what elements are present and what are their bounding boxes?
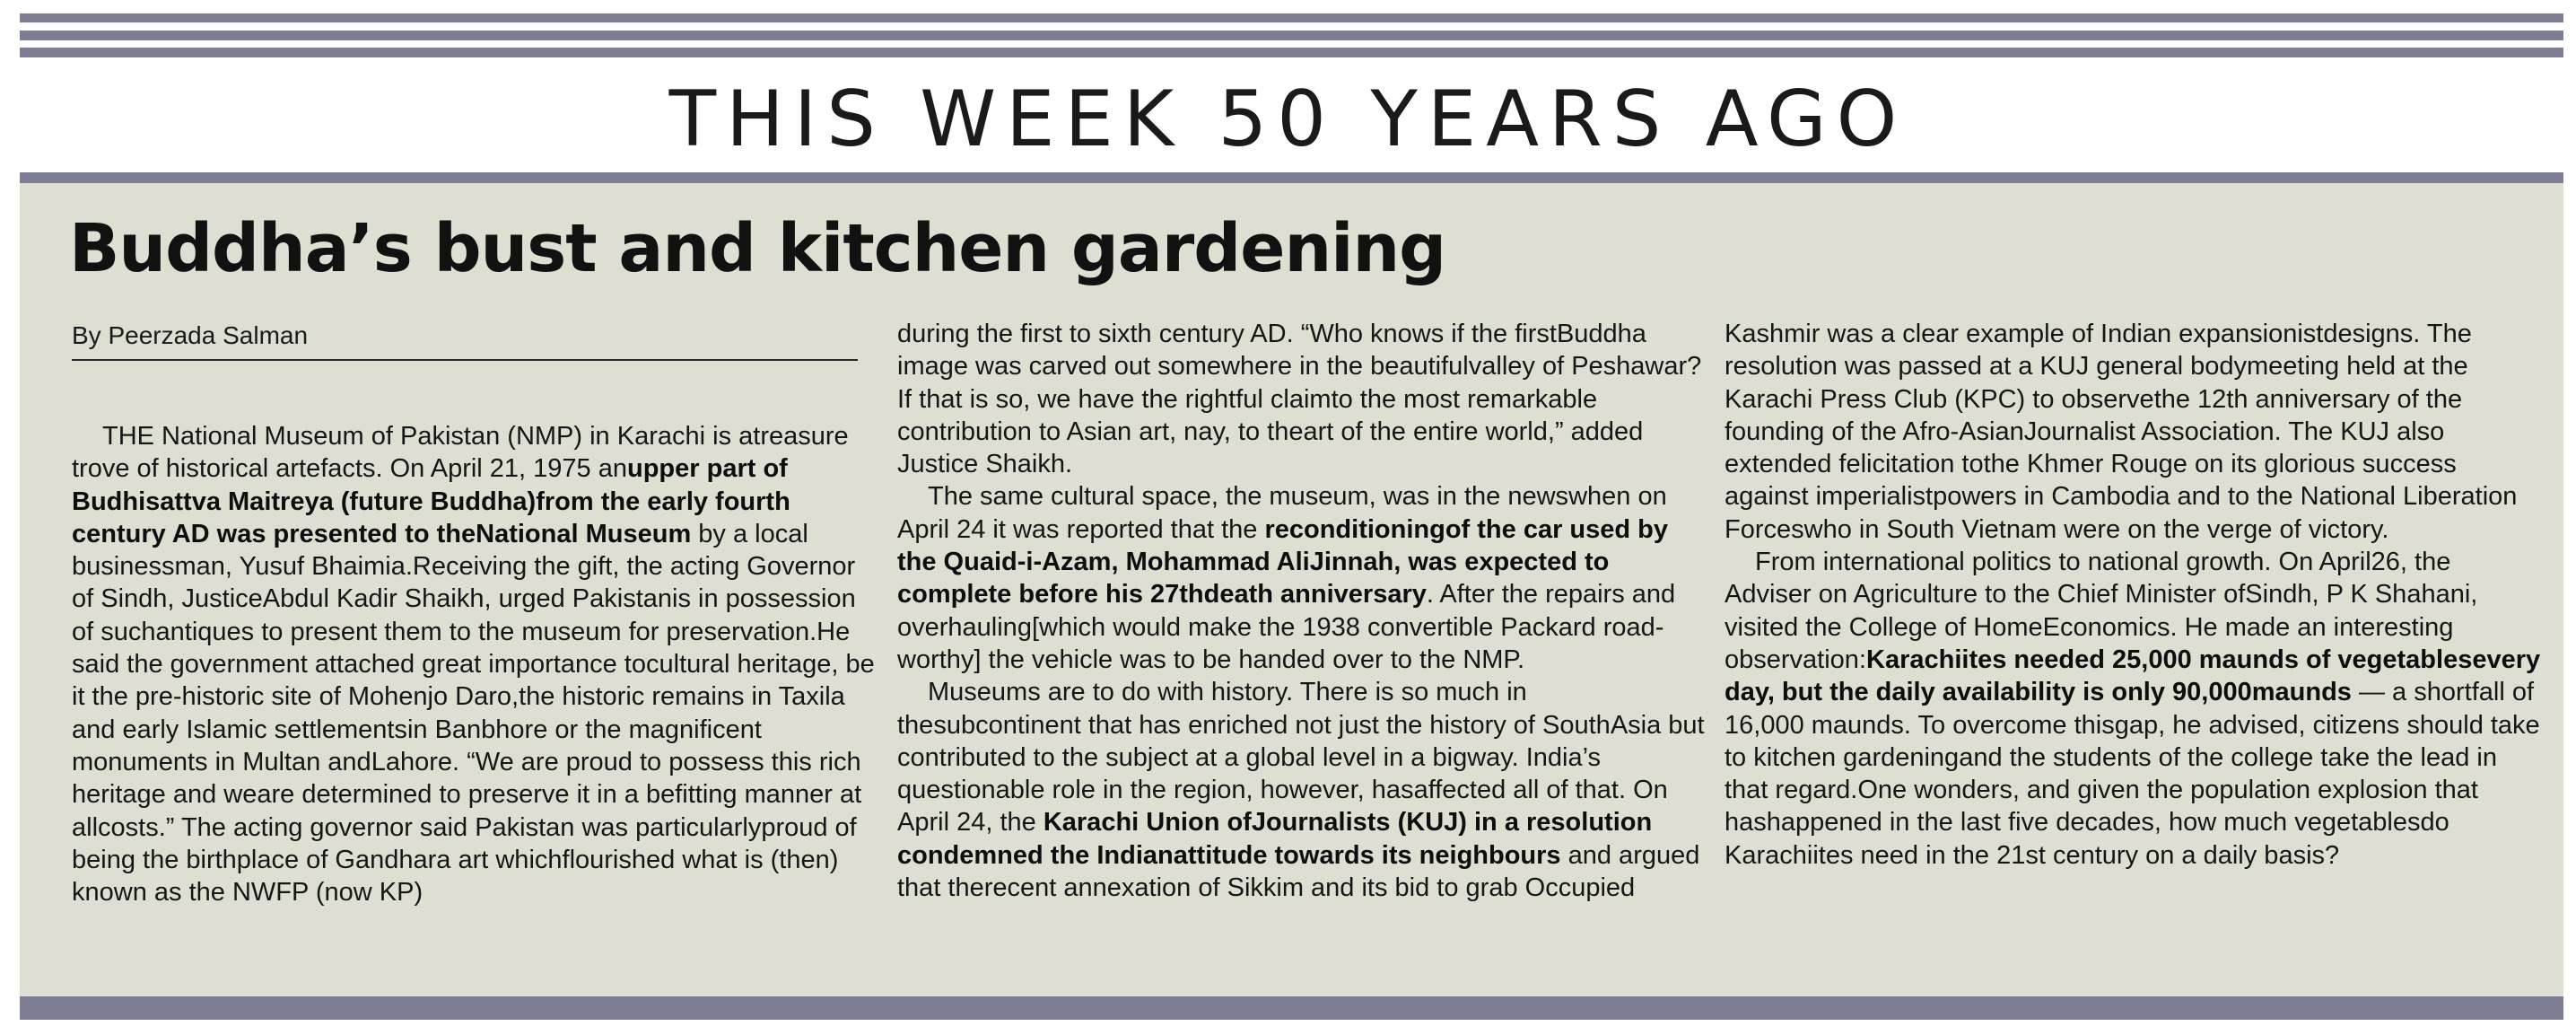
- top-rule: [20, 31, 2563, 40]
- paragraph: THE National Museum of Pakistan (NMP) in Karachi is atreasure trove of historical artefacts. On April 21, 1975 anupper part of Budhisattva Maitreya (future Buddha)from the early fourth century AD was presented to theNational Museum by a local businessman, Yusuf Bhaimia.Receiving the gift, the acting Governor of Sindh, JusticeAbdul Kadir Shaikh, urged Pakistanis in possession of suchantiques to present them to the museum for preservation.He said the government attached great importance tocultural heritage, be it the pre-historic site of Mohenjo Daro,the historic remains in Taxila and early Islamic settlementsin Banbhore or the magnificent monuments in Multan andLahore. “We are proud to possess this rich heritage and weare determined to preserve it in a befitting manner at allcosts.” The acting governor said Pakistan was particularlyproud of being the birthplace of Gandhara art whichflourished what is (then) known as the NWFP (now KP): [72, 422, 875, 908]
- paragraph: during the first to sixth century AD. “Who knows if the firstBuddha image was carved out somewhere in the beautifulvalley of Peshawar? If that is so, we have the rightful claimto the most remarkable contribution to Asian art, nay, to theart of the entire world,” added Justice Shaikh.: [897, 320, 1702, 479]
- paragraph: Kashmir was a clear example of Indian expansionistdesigns. The resolution was passed at a KUJ general bodymeeting held at the Karachi Press Club (KPC) to observethe 12th anniversary of the founding of the Afro-AsianJournalist Association. The KUJ also extended felicitation tothe Khmer Rouge on its glorious success against imperialistpowers in Cambodia and to the National Liberation Forceswho in South Vietnam were on the verge of victory.: [1725, 320, 2518, 544]
- section-kicker: THIS WEEK 50 YEARS AGO: [668, 75, 1908, 164]
- article-headline: Buddha’s bust and kitchen gardening: [69, 210, 1446, 287]
- top-rule: [20, 13, 2563, 22]
- footer-rule: [20, 996, 2563, 1020]
- paragraph: From international politics to national growth. On April26, the Adviser on Agriculture to the Chief Minister ofSindh, P K Shahani, visited the College of HomeEconomics. He made an interesting observation:Karachiites needed 25,000 maunds of vegetablesevery day, but the daily availability is only 90,000maunds — a shortfall of 16,000 maunds. To overcome thisgap, he advised, citizens should take to kitchen gardeningand the students of the college take the lead in that regard.One wonders, and given the population explosion that hashappened in the last five decades, how much vegetablesdo Karachiites need in the 21st century on a daily basis?: [1725, 548, 2541, 870]
- header-rule: [20, 172, 2563, 183]
- paragraph: The same cultural space, the museum, was in the newswhen on April 24 it was reported that the reconditioningof the car used by the Quaid-i-Azam, Mohammad AliJinnah, was expected to complete before his 27thdeath anniversary. After the repairs and overhauling[which would make the 1938 convertible Packard road-worthy] the vehicle was to be handed over to the NMP.: [897, 482, 1676, 674]
- paragraph: Museums are to do with history. There is so much in thesubcontinent that has enriched not just the history of SouthAsia but contributed to the subject at a global level in a bigway. India’s questionable role in the region, however, hasaffected all of that. On April 24, the Karachi Union ofJournalists (KUJ) in a resolution condemned the Indianattitude towards its neighbours and argued that therecent annexation of Sikkim and its bid to grab Occupied: [897, 678, 1705, 903]
- article-column-3: [1725, 318, 2541, 872]
- article-panel: [20, 183, 2563, 996]
- article-column-2: [897, 318, 1705, 904]
- article-byline: By Peerzada Salman: [72, 320, 858, 361]
- article-column-1: [72, 420, 879, 908]
- top-rule: [20, 48, 2563, 57]
